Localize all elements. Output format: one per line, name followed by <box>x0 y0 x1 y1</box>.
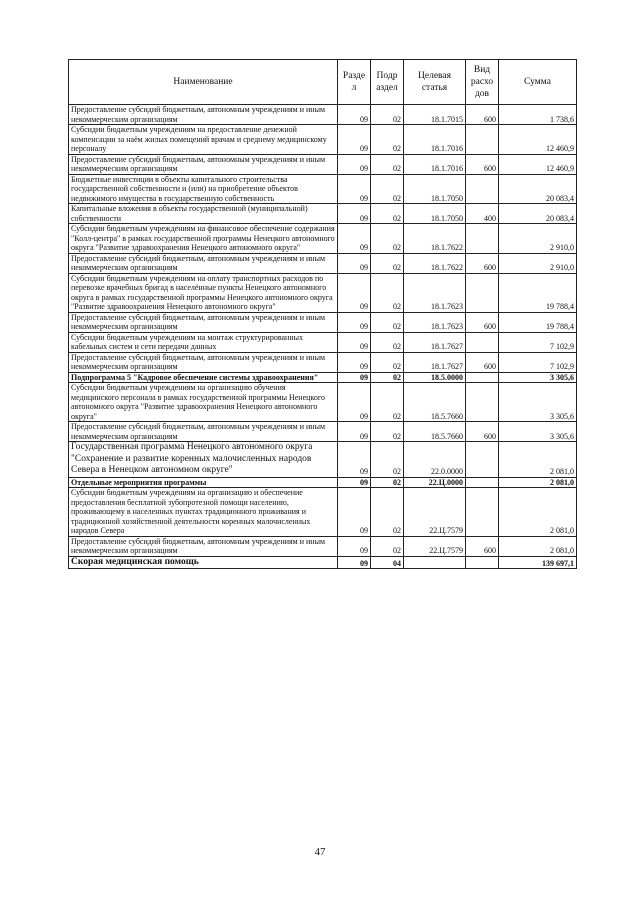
cell-vid: 600 <box>466 154 499 174</box>
budget-table <box>68 59 577 569</box>
cell-podrazdel: 02 <box>371 442 404 478</box>
cell-razdel: 09 <box>338 312 371 332</box>
header-vid: Вид расхо дов <box>466 60 499 105</box>
cell-sum: 2 081,0 <box>499 477 577 488</box>
cell-sum: 7 102,9 <box>499 332 577 352</box>
cell-target: 18.1.7016 <box>404 154 466 174</box>
cell-vid <box>466 488 499 537</box>
cell-name: Предоставление субсидий бюджетным, автономным учреждениям и иным некоммерческим организациям <box>69 312 338 332</box>
cell-target: 22.Ц.7579 <box>404 536 466 556</box>
header-target: Целевая статья <box>404 60 466 105</box>
cell-podrazdel: 02 <box>371 332 404 352</box>
table-row <box>69 422 577 442</box>
cell-razdel: 09 <box>338 125 371 155</box>
cell-sum: 1 738,6 <box>499 105 577 125</box>
cell-sum: 3 305,6 <box>499 422 577 442</box>
cell-razdel: 09 <box>338 352 371 372</box>
table-row <box>69 312 577 332</box>
cell-vid <box>466 224 499 254</box>
cell-podrazdel: 02 <box>371 224 404 254</box>
cell-target: 18.1.7015 <box>404 105 466 125</box>
cell-podrazdel: 02 <box>371 488 404 537</box>
cell-podrazdel: 02 <box>371 253 404 273</box>
cell-sum: 12 460,9 <box>499 154 577 174</box>
cell-razdel: 09 <box>338 477 371 488</box>
table-row <box>69 204 577 224</box>
cell-vid: 600 <box>466 352 499 372</box>
cell-target: 18.1.7016 <box>404 125 466 155</box>
table-row <box>69 536 577 556</box>
table-row <box>69 105 577 125</box>
header-name: Наименование <box>69 60 338 105</box>
cell-sum: 2 081,0 <box>499 442 577 478</box>
cell-vid <box>466 372 499 383</box>
table-row <box>69 352 577 372</box>
cell-podrazdel: 02 <box>371 125 404 155</box>
cell-name: Государственная программа Ненецкого автономного округа "Сохранение и развитие коренных малочисленных народов Севера в Ненецком автономном округе" <box>69 442 338 478</box>
header-podrazdel: Подр аздел <box>371 60 404 105</box>
cell-sum: 3 305,6 <box>499 383 577 422</box>
cell-razdel: 09 <box>338 383 371 422</box>
cell-name: Предоставление субсидий бюджетным, автономным учреждениям и иным некоммерческим организациям <box>69 253 338 273</box>
cell-vid <box>466 273 499 312</box>
cell-razdel: 09 <box>338 253 371 273</box>
table-row <box>69 125 577 155</box>
cell-name: Субсидии бюджетным учреждениям на организацию и обеспечение предоставления бесплатной зубопротезной помощи населению, проживающему в населенных пунктах традиционного проживания и традиционной хозяйственной деятельности коренных малочисленных народов Севера <box>69 488 338 537</box>
cell-name: Предоставление субсидий бюджетным, автономным учреждениям и иным некоммерческим организациям <box>69 422 338 442</box>
cell-name: Субсидии бюджетным учреждениям на финансовое обеспечение содержания "Колл-центра" в рамках государственной программы Ненецкого автономного округа "Развитие здравоохранения Ненецкого автономного округа" <box>69 224 338 254</box>
cell-vid: 600 <box>466 422 499 442</box>
cell-podrazdel: 02 <box>371 352 404 372</box>
cell-sum: 2 910,0 <box>499 253 577 273</box>
table-row <box>69 383 577 422</box>
cell-vid <box>466 556 499 569</box>
cell-target: 18.5.0000 <box>404 372 466 383</box>
cell-podrazdel: 02 <box>371 372 404 383</box>
cell-razdel: 09 <box>338 105 371 125</box>
page-number: 47 <box>314 846 326 858</box>
cell-razdel: 09 <box>338 204 371 224</box>
cell-name: Отдельные мероприятия программы <box>69 477 338 488</box>
header-sum: Сумма <box>499 60 577 105</box>
cell-razdel: 09 <box>338 556 371 569</box>
cell-name: Предоставление субсидий бюджетным, автономным учреждениям и иным некоммерческим организациям <box>69 352 338 372</box>
cell-name: Субсидии бюджетным учреждениям на монтаж структурированных кабельных систем и сети передачи данных <box>69 332 338 352</box>
cell-target: 18.1.7627 <box>404 332 466 352</box>
table-row <box>69 556 577 569</box>
cell-target: 18.1.7622 <box>404 253 466 273</box>
table-row <box>69 442 577 478</box>
table-header-row <box>69 60 577 105</box>
cell-name: Субсидии бюджетным учреждениям на организацию обучения медицинского персонала в рамках государственной программы Ненецкого автономного округа "Развитие здравоохранения Ненецкого автономного округа" <box>69 383 338 422</box>
cell-razdel: 09 <box>338 224 371 254</box>
cell-sum: 7 102,9 <box>499 352 577 372</box>
cell-target: 18.1.7623 <box>404 312 466 332</box>
cell-sum: 139 697,1 <box>499 556 577 569</box>
table-row <box>69 332 577 352</box>
cell-vid <box>466 174 499 204</box>
cell-sum: 2 081,0 <box>499 488 577 537</box>
cell-name: Скорая медицинская помощь <box>69 556 338 569</box>
table-row <box>69 253 577 273</box>
cell-vid: 600 <box>466 253 499 273</box>
cell-vid: 400 <box>466 204 499 224</box>
cell-vid: 600 <box>466 105 499 125</box>
cell-sum: 2 910,0 <box>499 224 577 254</box>
cell-target: 18.1.7627 <box>404 352 466 372</box>
table-row <box>69 174 577 204</box>
cell-target: 18.5.7660 <box>404 422 466 442</box>
cell-vid <box>466 125 499 155</box>
cell-sum: 19 788,4 <box>499 312 577 332</box>
table-body <box>69 105 577 569</box>
cell-vid <box>466 383 499 422</box>
cell-podrazdel: 02 <box>371 477 404 488</box>
cell-podrazdel: 04 <box>371 556 404 569</box>
cell-target: 18.1.7050 <box>404 174 466 204</box>
cell-target: 18.1.7623 <box>404 273 466 312</box>
cell-podrazdel: 02 <box>371 154 404 174</box>
cell-sum: 20 083,4 <box>499 204 577 224</box>
cell-podrazdel: 02 <box>371 273 404 312</box>
table-row <box>69 372 577 383</box>
cell-podrazdel: 02 <box>371 105 404 125</box>
cell-podrazdel: 02 <box>371 204 404 224</box>
cell-target: 18.5.7660 <box>404 383 466 422</box>
header-razdel: Разде л <box>338 60 371 105</box>
cell-podrazdel: 02 <box>371 536 404 556</box>
cell-sum: 12 460,9 <box>499 125 577 155</box>
cell-name: Бюджетные инвестиции в объекты капитального строительства государственной собственности и (или) на приобретение объектов недвижимого имущества в государственную собственность <box>69 174 338 204</box>
cell-name: Предоставление субсидий бюджетным, автономным учреждениям и иным некоммерческим организациям <box>69 536 338 556</box>
table-row <box>69 273 577 312</box>
cell-vid <box>466 477 499 488</box>
cell-vid: 600 <box>466 536 499 556</box>
cell-sum: 2 081,0 <box>499 536 577 556</box>
cell-target: 18.1.7050 <box>404 204 466 224</box>
cell-name: Субсидии бюджетным учреждениям на оплату транспортных расходов по перевозке врачебных бригад в населённые пункты Ненецкого автономного округа в рамках государственной программы Ненецкого автономного округа "Развитие здравоохранения Ненецкого автономного округа" <box>69 273 338 312</box>
cell-razdel: 09 <box>338 154 371 174</box>
cell-sum: 20 083,4 <box>499 174 577 204</box>
cell-name: Подпрограмма 5 "Кадровое обеспечение системы здравоохранения" <box>69 372 338 383</box>
cell-target: 22.0.0000 <box>404 442 466 478</box>
cell-podrazdel: 02 <box>371 312 404 332</box>
cell-razdel: 09 <box>338 332 371 352</box>
cell-razdel: 09 <box>338 536 371 556</box>
cell-vid: 600 <box>466 312 499 332</box>
cell-target: 18.1.7622 <box>404 224 466 254</box>
table-row <box>69 154 577 174</box>
cell-target <box>404 556 466 569</box>
cell-name: Субсидии бюджетным учреждениям на предоставление денежной компенсации за наём жилых помещений врачам и среднему медицинскому персоналу <box>69 125 338 155</box>
table-row <box>69 477 577 488</box>
cell-razdel: 09 <box>338 174 371 204</box>
cell-razdel: 09 <box>338 372 371 383</box>
cell-sum: 19 788,4 <box>499 273 577 312</box>
cell-name: Капитальные вложения в объекты государственной (муниципальной) собственности <box>69 204 338 224</box>
cell-podrazdel: 02 <box>371 174 404 204</box>
table-row <box>69 488 577 537</box>
table-row <box>69 224 577 254</box>
cell-target: 22.Ц.0000 <box>404 477 466 488</box>
cell-razdel: 09 <box>338 488 371 537</box>
cell-vid <box>466 442 499 478</box>
cell-razdel: 09 <box>338 273 371 312</box>
cell-name: Предоставление субсидий бюджетным, автономным учреждениям и иным некоммерческим организациям <box>69 105 338 125</box>
cell-razdel: 09 <box>338 442 371 478</box>
cell-sum: 3 305,6 <box>499 372 577 383</box>
cell-razdel: 09 <box>338 422 371 442</box>
cell-target: 22.Ц.7579 <box>404 488 466 537</box>
cell-name: Предоставление субсидий бюджетным, автономным учреждениям и иным некоммерческим организациям <box>69 154 338 174</box>
cell-podrazdel: 02 <box>371 422 404 442</box>
cell-podrazdel: 02 <box>371 383 404 422</box>
cell-vid <box>466 332 499 352</box>
